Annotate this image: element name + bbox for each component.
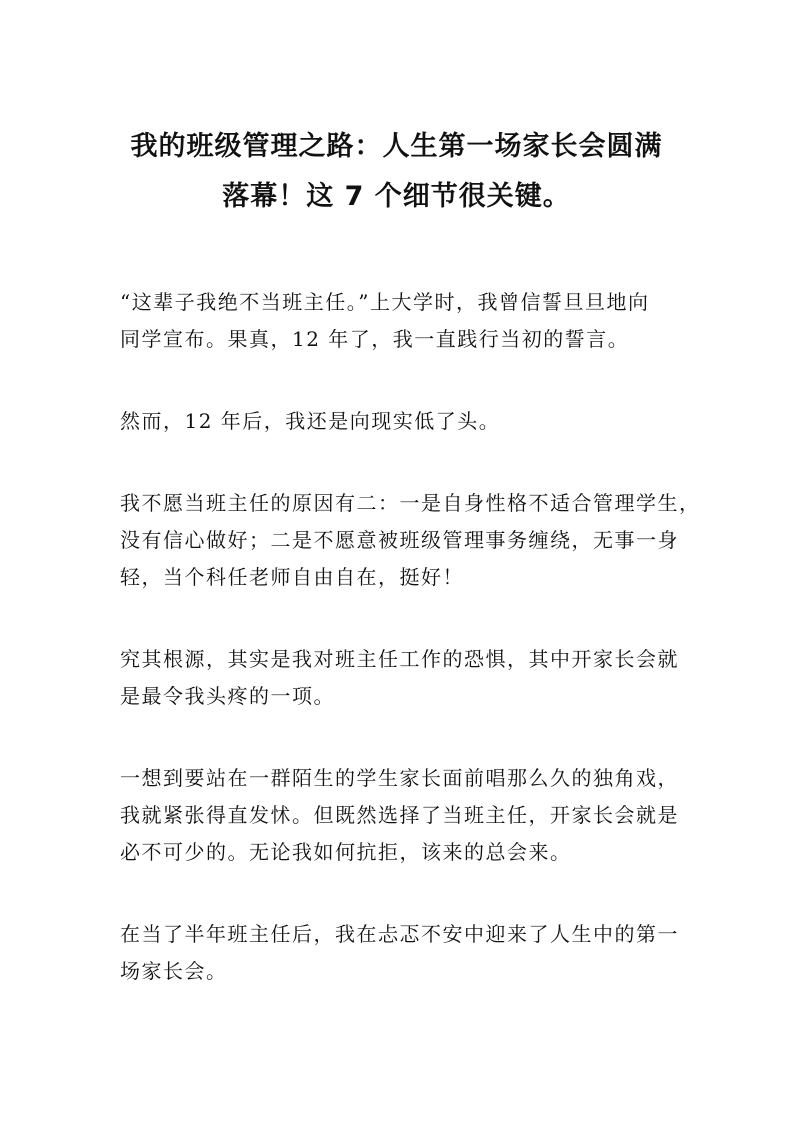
title-line: 我的班级管理之路：人生第一场家长会圆满: [130, 131, 663, 162]
text-line: 同学宣布。果真，12 年了，我一直践行当初的誓言。: [120, 327, 630, 351]
paragraph: [120, 916, 682, 990]
text-line: 必不可少的。无论我如何抗拒，该来的总会来。: [120, 840, 572, 864]
article-body: [120, 284, 701, 1035]
paragraph: [120, 485, 701, 596]
text-line: 然而，12 年后，我还是向现实低了头。: [120, 409, 501, 433]
text-line: 没有信心做好；二是不愿意被班级管理事务缠绕，无事一身: [120, 528, 679, 552]
paragraph: [120, 403, 682, 440]
text-line: 我就紧张得直发怵。但既然选择了当班主任，开家长会就是: [120, 803, 679, 827]
text-line: 是最令我头疼的一项。: [120, 684, 335, 708]
text-line: “这辈子我绝不当班主任。”上大学时，我曾信誓旦旦地向: [120, 290, 650, 314]
text-line: 我不愿当班主任的原因有二：一是自身性格不适合管理学生，: [120, 491, 701, 515]
paragraph: [120, 760, 682, 871]
page-title: [100, 122, 693, 222]
text-line: 场家长会。: [120, 959, 228, 983]
paragraph: [120, 284, 682, 358]
text-line: 一想到要站在一群陌生的学生家长面前唱那么久的独角戏，: [120, 766, 679, 790]
text-line: 究其根源，其实是我对班主任工作的恐惧，其中开家长会就: [120, 647, 679, 671]
text-line: 轻，当个科任老师自由自在，挺好！: [120, 565, 464, 589]
title-line: 落幕！这 7 个细节很关键。: [222, 181, 571, 212]
text-line: 在当了半年班主任后，我在忐忑不安中迎来了人生中的第一: [120, 922, 679, 946]
paragraph: [120, 641, 682, 715]
